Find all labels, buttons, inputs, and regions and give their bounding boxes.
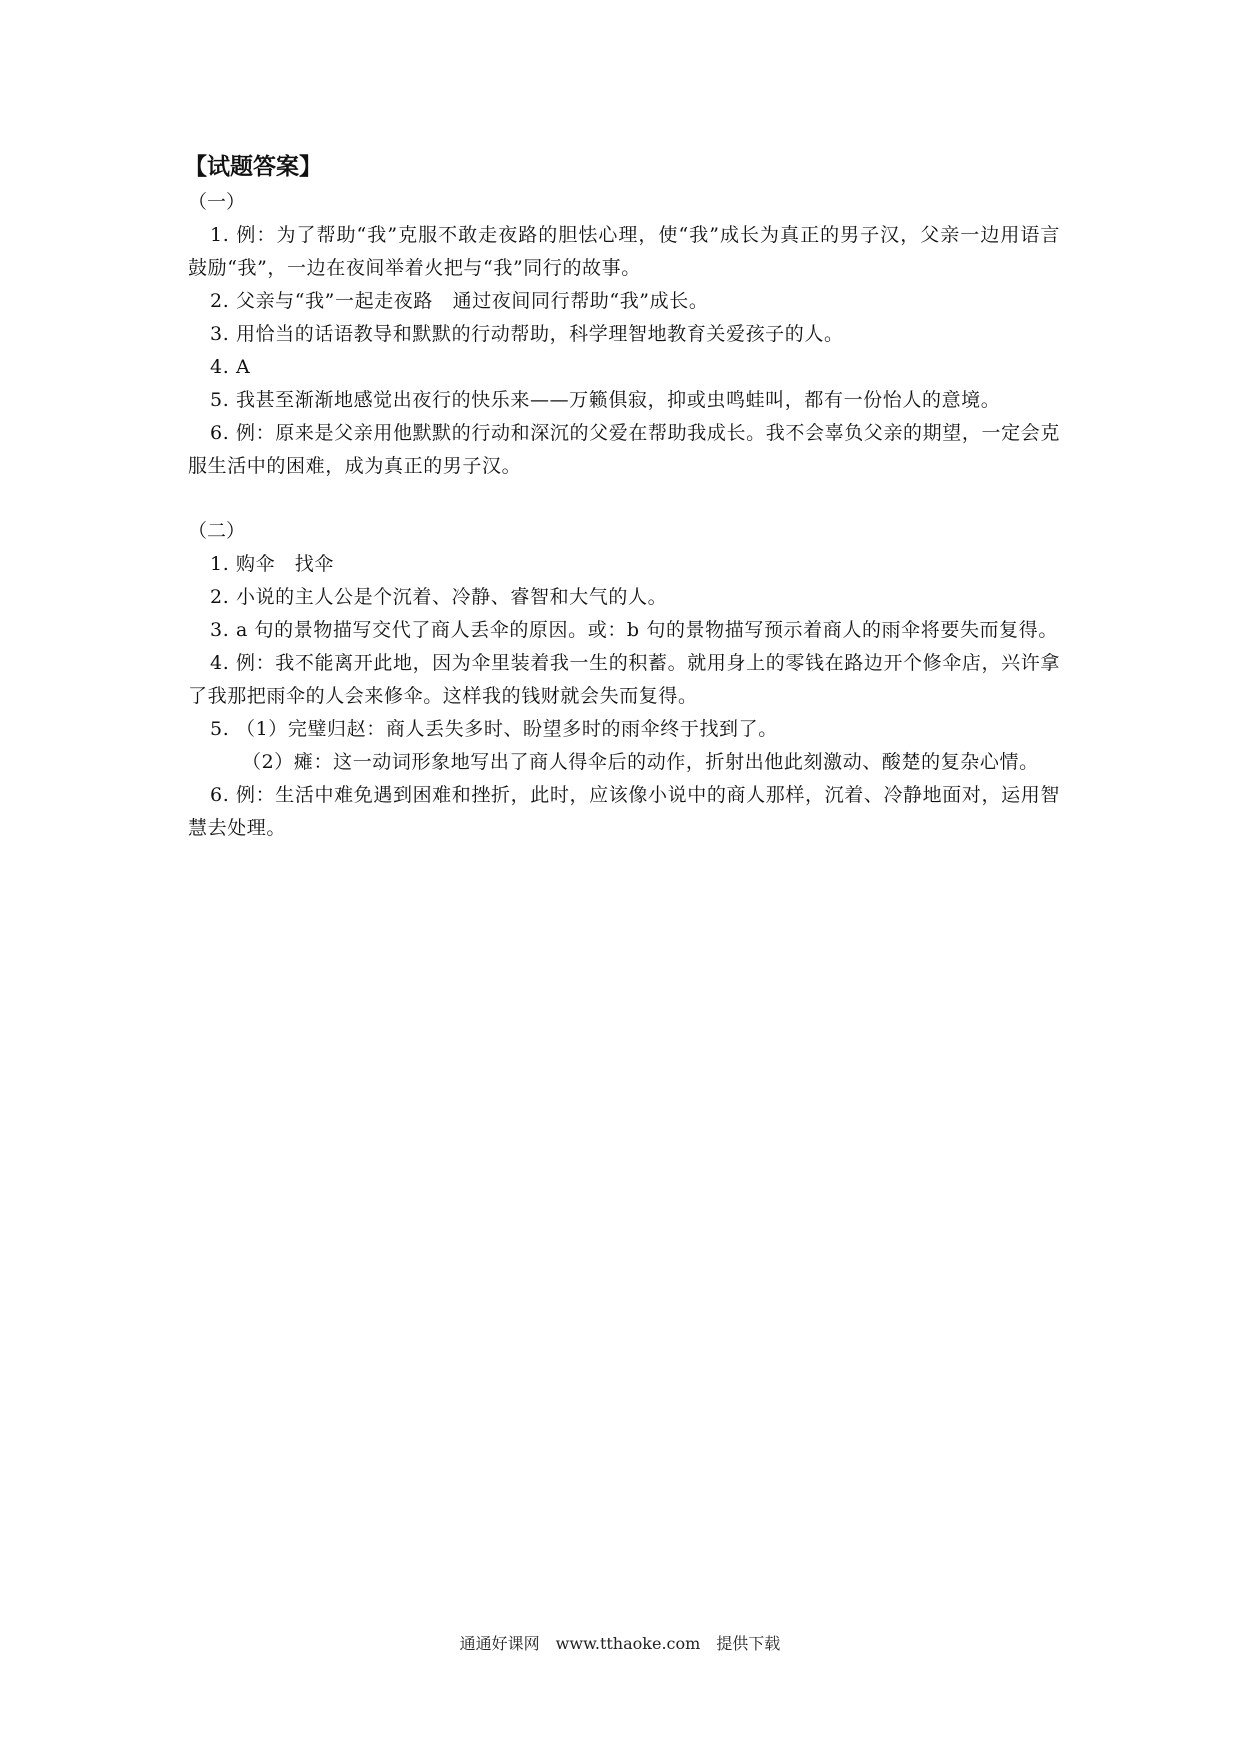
- answer-item: 1. 例：为了帮助“我”克服不敢走夜路的胆怯心理，使“我”成长为真正的男子汉，父亲一边用语言鼓励“我”，一边在夜间举着火把与“我”同行的故事。: [188, 224, 1060, 279]
- section-two: [188, 515, 1060, 845]
- answer-document: [184, 150, 1060, 845]
- answer-item: 3. 用恰当的话语教导和默默的行动帮助，科学理智地教育关爱孩子的人。: [210, 323, 844, 345]
- answer-item: 6. 例：生活中难免遇到困难和挫折，此时，应该像小说中的商人那样，沉着、冷静地面对，运用智慧去处理。: [188, 784, 1060, 839]
- answer-item: 2. 小说的主人公是个沉着、冷静、睿智和大气的人。: [210, 586, 668, 608]
- answer-item: 4. A: [210, 356, 251, 378]
- section-label: （二）: [188, 520, 246, 542]
- answer-item: 1. 购伞 找伞: [210, 553, 334, 575]
- page-title: 【试题答案】: [184, 154, 322, 180]
- answer-subitem: （2）瘫：这一动词形象地写出了商人得伞后的动作，折射出他此刻激动、酸楚的复杂心情。: [242, 751, 1039, 773]
- section-label: （一）: [188, 191, 246, 213]
- answer-item: 5. （1）完璧归赵：商人丢失多时、盼望多时的雨伞终于找到了。: [210, 718, 778, 740]
- answer-item: 2. 父亲与“我”一起走夜路 通过夜间同行帮助“我”成长。: [210, 290, 709, 312]
- answer-item: 4. 例：我不能离开此地，因为伞里装着我一生的积蓄。就用身上的零钱在路边开个修伞店，兴许拿了我那把雨伞的人会来修伞。这样我的钱财就会失而复得。: [188, 652, 1060, 707]
- section-one: [188, 186, 1060, 483]
- answer-item: 6. 例：原来是父亲用他默默的行动和深沉的父爱在帮助我成长。我不会辜负父亲的期望，一定会克服生活中的困难，成为真正的男子汉。: [188, 422, 1060, 477]
- page-footer: 通通好课网 www.tthaoke.com 提供下载: [459, 1634, 781, 1653]
- section-spacer: [188, 483, 1060, 515]
- answer-item: 5. 我甚至渐渐地感觉出夜行的快乐来——万籁俱寂，抑或虫鸣蛙叫，都有一份怡人的意境。: [210, 389, 1001, 411]
- answer-item: 3. a 句的景物描写交代了商人丢伞的原因。或：b 句的景物描写预示着商人的雨伞将要失而复得。: [210, 619, 1058, 641]
